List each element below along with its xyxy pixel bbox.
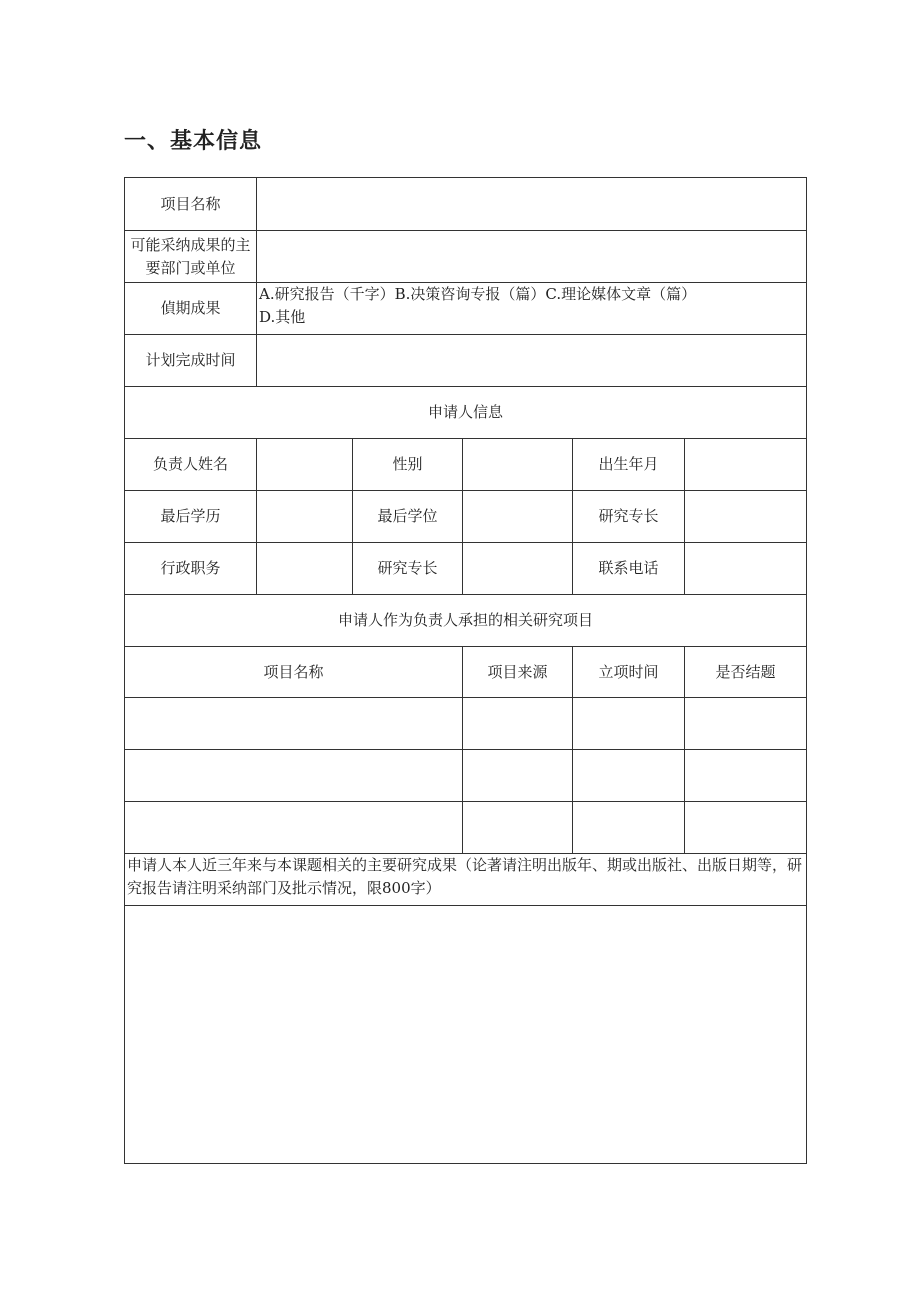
project-source-cell[interactable]: [463, 750, 573, 802]
column-header-project-source: 项目来源: [463, 647, 573, 698]
applicant-label: 最后学历: [125, 491, 257, 543]
planned-completion-label: 计划完成时间: [125, 335, 257, 387]
main-results-label: 申请人本人近三年来与本课题相关的主要研究成果（论著请注明出版年、期或出版社、出版日期等，研究报告请注明采纳部门及批示情况，限800字）: [125, 854, 807, 906]
applicant-label: 研究专长: [573, 491, 685, 543]
adopting-dept-label: 可能采纳成果的主要部门或单位: [125, 231, 257, 283]
column-header-approval-time: 立项时间: [573, 647, 685, 698]
expected-results-label: 偵期成果: [125, 283, 257, 335]
expected-results-options-line2: D.其他: [259, 308, 306, 326]
applicant-field[interactable]: [685, 543, 807, 595]
project-source-cell[interactable]: [463, 802, 573, 854]
project-name-cell[interactable]: [125, 698, 463, 750]
column-header-project-name: 项目名称: [125, 647, 463, 698]
completed-cell[interactable]: [685, 750, 807, 802]
table-row: [125, 750, 807, 802]
applicant-label: 最后学位: [353, 491, 463, 543]
applicant-field[interactable]: [685, 439, 807, 491]
applicant-field[interactable]: [685, 491, 807, 543]
main-results-field[interactable]: [125, 906, 807, 1164]
section-title: 一、基本信息: [124, 129, 263, 154]
applicant-field[interactable]: [257, 543, 353, 595]
column-header-completed: 是否结题: [685, 647, 807, 698]
completed-cell[interactable]: [685, 698, 807, 750]
table-row: [125, 802, 807, 854]
expected-results-field[interactable]: [257, 283, 807, 335]
applicant-label: 负责人姓名: [125, 439, 257, 491]
related-projects-header: 申请人作为负责人承担的相关研究项目: [125, 595, 807, 647]
applicant-label: 性别: [353, 439, 463, 491]
applicant-label: 出生年月: [573, 439, 685, 491]
applicant-field[interactable]: [463, 491, 573, 543]
completed-cell[interactable]: [685, 802, 807, 854]
approval-time-cell[interactable]: [573, 750, 685, 802]
applicant-info-header: 申请人信息: [125, 387, 807, 439]
applicant-field[interactable]: [463, 543, 573, 595]
project-name-cell[interactable]: [125, 802, 463, 854]
approval-time-cell[interactable]: [573, 698, 685, 750]
adopting-dept-field[interactable]: [257, 231, 807, 283]
applicant-label: 行政职务: [125, 543, 257, 595]
project-name-field[interactable]: [257, 178, 807, 231]
project-name-label: 项目名称: [125, 178, 257, 231]
table-row: [125, 698, 807, 750]
approval-time-cell[interactable]: [573, 802, 685, 854]
project-name-cell[interactable]: [125, 750, 463, 802]
applicant-label: 联系电话: [573, 543, 685, 595]
planned-completion-field[interactable]: [257, 335, 807, 387]
applicant-label: 研究专长: [353, 543, 463, 595]
applicant-field[interactable]: [463, 439, 573, 491]
project-source-cell[interactable]: [463, 698, 573, 750]
expected-results-options-line1: A.研究报告（千字）B.决策咨询专报（篇）C.理论媒体文章（篇）: [259, 285, 697, 303]
basic-info-form: [124, 177, 807, 1164]
applicant-field[interactable]: [257, 439, 353, 491]
applicant-field[interactable]: [257, 491, 353, 543]
